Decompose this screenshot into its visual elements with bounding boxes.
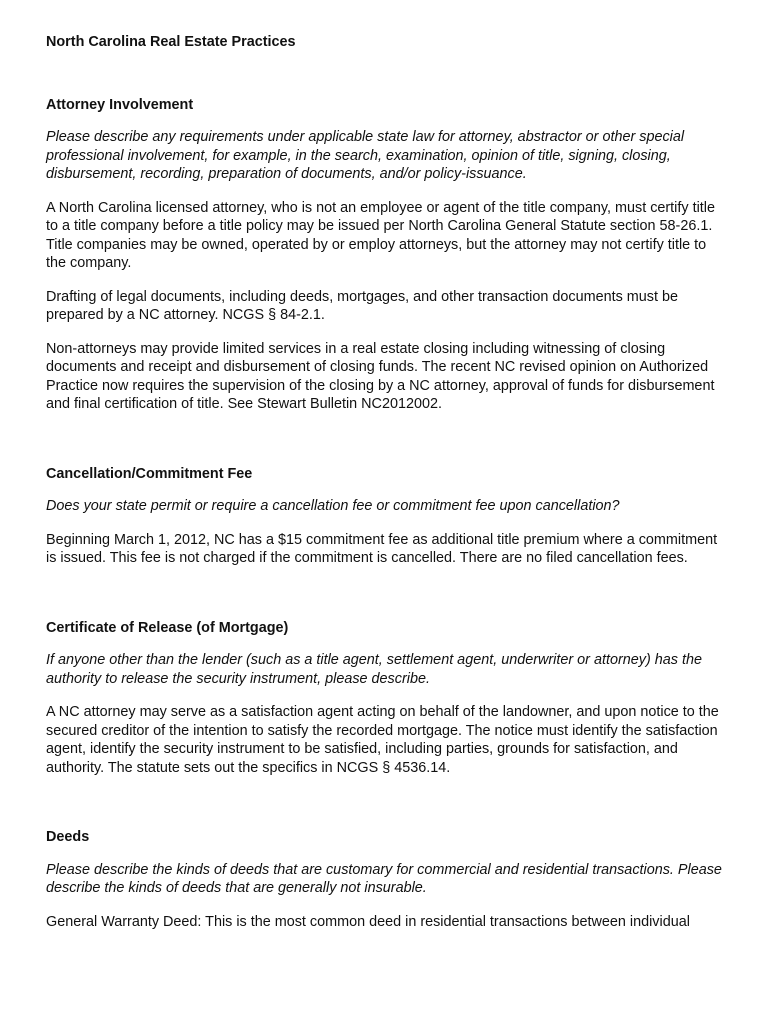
- section-certificate-of-release: [46, 619, 726, 778]
- section-heading: Certificate of Release (of Mortgage): [46, 619, 289, 636]
- section-paragraph: General Warranty Deed: This is the most common deed in residential transactions between individual: [46, 913, 690, 930]
- section-cancellation-commitment-fee: [46, 465, 726, 568]
- section-heading: Attorney Involvement: [46, 96, 194, 113]
- section-deeds: [46, 828, 726, 931]
- document-title: North Carolina Real Estate Practices: [46, 34, 296, 50]
- section-question: Please describe any requirements under applicable state law for attorney, abstractor or other special professional involvement, for example, in the search, examination, opinion of title, signing, closing, disbursement, recording, preparation of documents, and/or policy-issuance.: [46, 129, 685, 182]
- section-question: If anyone other than the lender (such as a title agent, settlement agent, underwriter or attorney) has the authority to release the security instrument, please describe.: [46, 652, 702, 687]
- section-paragraph: A North Carolina licensed attorney, who is not an employee or agent of the title company, must certify title to a title company before a title policy may be issued per North Carolina General Statute section 58-26.1. Title companies may be owned, operated by or employ attorneys, but the attorney may not certify title to the company.: [46, 199, 715, 271]
- section-heading: Cancellation/Commitment Fee: [46, 465, 253, 482]
- section-attorney-involvement: [46, 96, 726, 414]
- section-question: Please describe the kinds of deeds that are customary for commercial and residential transactions. Please describe the kinds of deeds that are generally not insurable.: [46, 861, 722, 896]
- section-paragraph: A NC attorney may serve as a satisfaction agent acting on behalf of the landowner, and upon notice to the secured creditor of the intention to satisfy the recorded mortgage. The notice must identify the satisfaction agent, identify the security instrument to be satisfied, including parties, grounds for satisfaction, and authority. The statute sets out the specifics in NCGS § 4536.14.: [46, 704, 719, 776]
- section-question: Does your state permit or require a cancellation fee or commitment fee upon cancellation?: [46, 498, 620, 514]
- section-paragraph: Non-attorneys may provide limited services in a real estate closing including witnessing of closing documents and receipt and disbursement of closing funds. The recent NC revised opinion on Authorized Practice now requires the supervision of the closing by a NC attorney, approval of funds for disbursement and final certification of title. See Stewart Bulletin NC2012002.: [46, 340, 715, 412]
- section-paragraph: Drafting of legal documents, including deeds, mortgages, and other transaction documents must be prepared by a NC attorney. NCGS § 84-2.1.: [46, 288, 678, 323]
- section-paragraph: Beginning March 1, 2012, NC has a $15 commitment fee as additional title premium where a commitment is issued. This fee is not charged if the commitment is cancelled. There are no filed cancellation fees.: [46, 531, 718, 566]
- section-heading: Deeds: [46, 829, 90, 845]
